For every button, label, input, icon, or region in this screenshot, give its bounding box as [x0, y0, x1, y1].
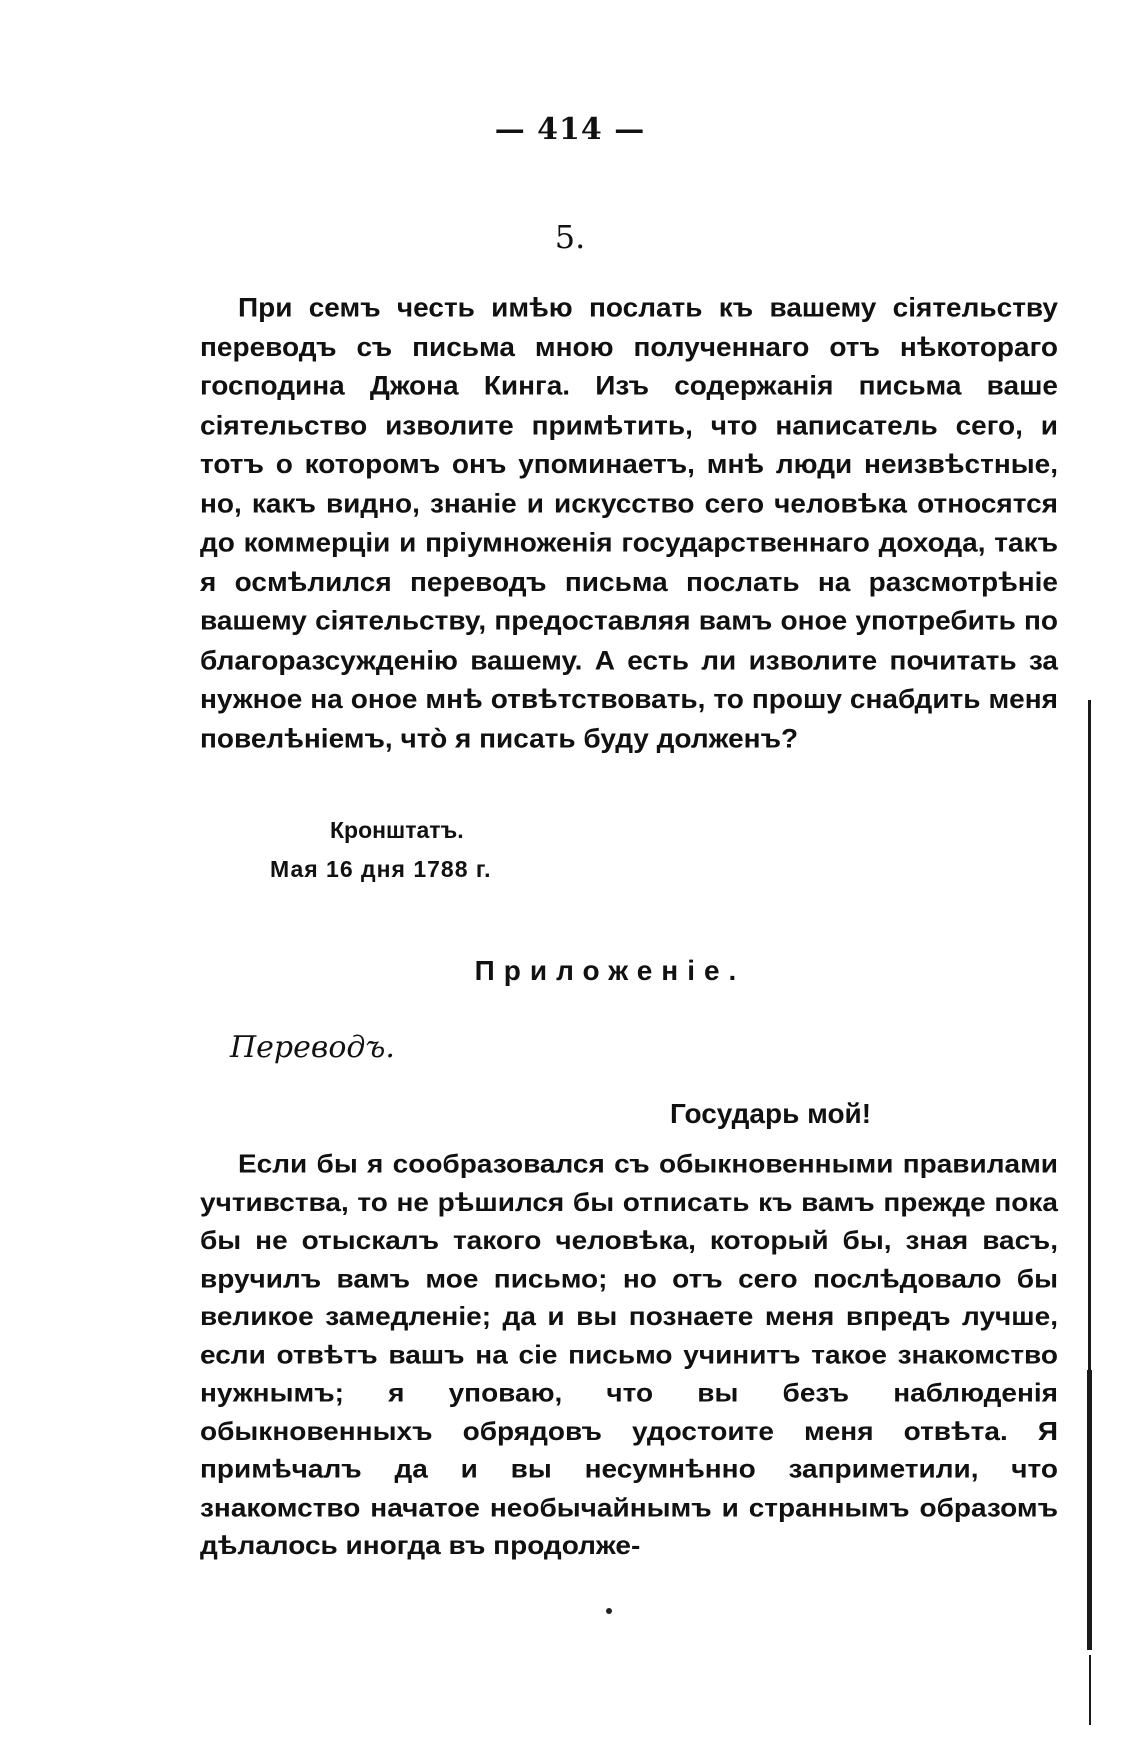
footer-dot — [606, 1608, 612, 1614]
translation-paragraph: Если бы я сообразовался съ обыкновенными правилами учтивства, то не рѣшился бы отписать къ вамъ прежде пока бы не отыскалъ такого человѣка, который бы, зная васъ, вручилъ вамъ мое письмо; но отъ сего послѣдовало бы великое замедленіе; да и вы познаете меня впредъ лучше, если отвѣтъ вашъ на сіе письмо учинитъ такое знакомство нужнымъ; я уповаю, что вы безъ наблюденія обыкновенныхъ обрядовъ удостоите меня отвѣта. Я примѣчалъ да и вы несумнѣнно заприметили, что знакомство начатое необычайнымъ и страннымъ образомъ дѣлалось иногда въ продолже- — [200, 1149, 1058, 1560]
signature-place: Кронштатъ. — [330, 817, 464, 843]
letter-paragraph: При семъ честь имѣю послать къ вашему сіятельству переводъ съ письма мною полученнаго отъ нѣкотораго господина Джона Кинга. Изъ содержанія письма ваше сіятельство изволите примѣтить, что написатель сего, и тотъ о которомъ онъ упоминаетъ, мнѣ люди неизвѣстные, но, какъ видно, знаніе и искусство сего человѣка относятся до коммерціи и пріумноженія государственнаго дохода, такъ я осмѣлился переводъ письма послать на разсмотрѣніе вашему сіятельству, предоставляя вамъ оное употребить по благоразсужденію вашему. А есть ли изволите почитать за нужное на оное мнѣ отвѣтствовать, то прошу снабдить меня повелѣніемъ, что̀ я писать буду долженъ? — [200, 292, 1058, 753]
scan-edge-shadow — [1087, 1370, 1092, 1650]
appendix-title: Приложеніе. — [474, 955, 746, 986]
section-number: 5. — [554, 218, 586, 256]
salutation: Государь мой! — [670, 1098, 872, 1129]
translation-label: Переводъ. — [230, 1030, 395, 1065]
page-number: — 414 — — [494, 112, 646, 147]
scan-edge-tail — [1089, 1655, 1091, 1725]
signature-date: Мая 16 дня 1788 г. — [270, 856, 492, 882]
